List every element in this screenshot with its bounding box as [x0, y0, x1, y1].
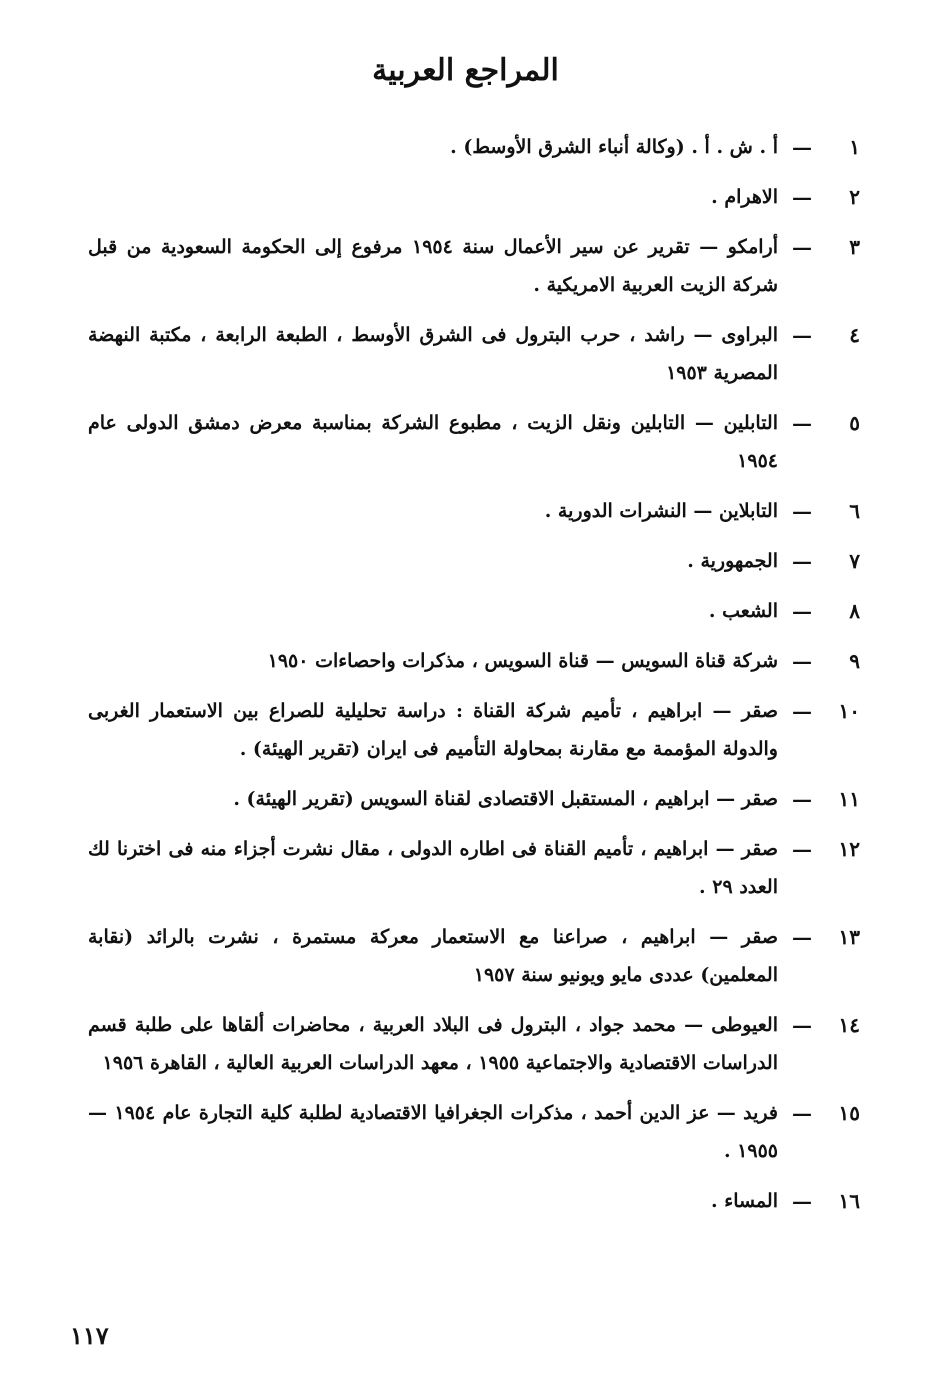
- entry-number: ١٠: [838, 699, 860, 723]
- entry-number: ٨: [849, 599, 860, 623]
- entry-dash: —: [792, 599, 812, 623]
- entry-dash: —: [792, 185, 812, 209]
- reference-entry: [88, 592, 860, 630]
- entry-number: ٢: [849, 185, 860, 209]
- entry-text: أ . ش . أ . (وكالة أنباء الشرق الأوسط) .: [450, 136, 778, 158]
- reference-entry: [88, 830, 860, 906]
- entry-number: ٣: [849, 235, 860, 259]
- entry-dash: —: [792, 135, 812, 159]
- entry-text: الاهرام .: [711, 186, 778, 208]
- entry-text: التابلاين — النشرات الدورية .: [544, 500, 778, 522]
- reference-entry: [88, 918, 860, 994]
- entry-text: صقر — ابراهيم ، تأميم شركة القناة : دراسة تحليلية للصراع بين الاستعمار الغربى والدولة المؤممة مع مقارنة بمحاولة التأميم فى ايران (تقرير الهيئة) .: [88, 700, 778, 760]
- entry-text: الجمهورية .: [687, 550, 778, 572]
- reference-entry: [88, 228, 860, 304]
- entry-number: ٧: [849, 549, 860, 573]
- reference-entry: [88, 780, 860, 818]
- entry-dash: —: [792, 499, 812, 523]
- reference-entry: [88, 492, 860, 530]
- entry-text: البراوى — راشد ، حرب البترول فى الشرق الأوسط ، الطبعة الرابعة ، مكتبة النهضة المصرية ١٩٥٣: [88, 324, 778, 384]
- entry-dash: —: [792, 787, 812, 811]
- entry-number: ٦: [849, 499, 860, 523]
- entry-text: فريد — عز الدين أحمد ، مذكرات الجغرافيا الاقتصادية لطلبة كلية التجارة عام ١٩٥٤ — ١٩٥٥ .: [88, 1102, 778, 1162]
- entry-text: صقر — ابراهيم ، تأميم القناة فى اطاره الدولى ، مقال نشرت أجزاء منه فى اخترنا لك العدد ٢٩ .: [88, 838, 778, 898]
- entry-dash: —: [792, 925, 812, 949]
- entry-number: ١٦: [838, 1189, 860, 1213]
- entry-text: شركة قناة السويس — قناة السويس ، مذكرات واحصاءات ١٩٥٠: [267, 650, 778, 672]
- entry-text: التابلين — التابلين ونقل الزيت ، مطبوع الشركة بمناسبة معرض دمشق الدولى عام ١٩٥٤: [88, 412, 778, 472]
- entry-number: ١٥: [838, 1101, 860, 1125]
- reference-list: [88, 128, 860, 1232]
- entry-dash: —: [792, 1013, 812, 1037]
- entry-dash: —: [792, 549, 812, 573]
- entry-number: ٩: [849, 649, 860, 673]
- reference-entry: [88, 692, 860, 768]
- entry-dash: —: [792, 1101, 812, 1125]
- entry-number: ٥: [849, 411, 860, 435]
- entry-text: صقر — ابراهيم ، المستقبل الاقتصادى لقناة السويس (تقرير الهيئة) .: [233, 788, 778, 810]
- reference-entry: [88, 642, 860, 680]
- reference-entry: [88, 316, 860, 392]
- reference-entry: [88, 178, 860, 216]
- entry-number: ١٣: [838, 925, 860, 949]
- entry-text: الشعب .: [708, 600, 778, 622]
- entry-number: ١١: [838, 787, 860, 811]
- entry-dash: —: [792, 411, 812, 435]
- entry-number: ٤: [849, 323, 860, 347]
- entry-text: المساء .: [711, 1190, 778, 1212]
- entry-number: ١٢: [838, 837, 860, 861]
- entry-text: صقر — ابراهيم ، صراعنا مع الاستعمار معركة مستمرة ، نشرت بالرائد (نقابة المعلمين) عددى مايو ويونيو سنة ١٩٥٧: [88, 926, 778, 986]
- entry-dash: —: [792, 649, 812, 673]
- reference-entry: [88, 1094, 860, 1170]
- entry-number: ١٤: [838, 1013, 860, 1037]
- reference-entry: [88, 542, 860, 580]
- reference-entry: [88, 404, 860, 480]
- entry-dash: —: [792, 323, 812, 347]
- entry-text: العيوطى — محمد جواد ، البترول فى البلاد العربية ، محاضرات ألقاها على طلبة قسم الدراسات الاقتصادية والاجتماعية ١٩٥٥ ، معهد الدراسات العربية العالية ، القاهرة ١٩٥٦: [88, 1014, 778, 1074]
- entry-dash: —: [792, 837, 812, 861]
- page-title: المراجع العربية: [372, 53, 559, 88]
- entry-text: أرامكو — تقرير عن سير الأعمال سنة ١٩٥٤ مرفوع إلى الحكومة السعودية من قبل شركة الزيت العربية الامريكية .: [88, 236, 778, 296]
- entry-dash: —: [792, 235, 812, 259]
- page-number: ١١٧: [70, 1321, 109, 1350]
- reference-entry: [88, 1006, 860, 1082]
- reference-entry: [88, 128, 860, 166]
- entry-dash: —: [792, 699, 812, 723]
- entry-dash: —: [792, 1189, 812, 1213]
- entry-number: ١: [849, 135, 860, 159]
- reference-entry: [88, 1182, 860, 1220]
